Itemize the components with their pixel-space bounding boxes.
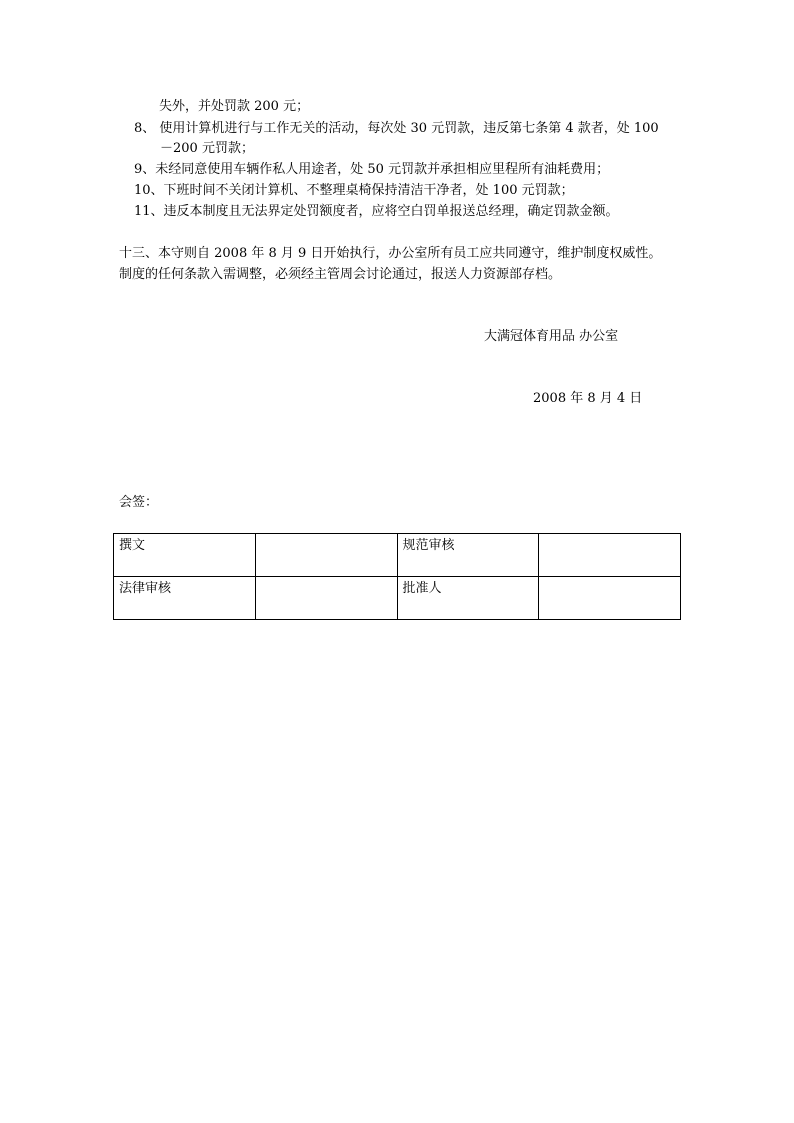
table-row (114, 577, 681, 620)
table-cell-legal-review-label: 法律审核 (114, 577, 256, 620)
clause-8-line-1: 8、 使用计算机进行与工作无关的活动，每次处 30 元罚款，违反第七条第 4 款者，处 100 (134, 121, 659, 136)
table-cell-approver-value[interactable] (539, 577, 681, 620)
table-cell-standards-review-value[interactable] (539, 534, 681, 577)
clause-9: 9、未经同意使用车辆作私人用途者，处 50 元罚款并承担相应里程所有油耗费用； (134, 162, 610, 177)
countersign-table (113, 533, 681, 620)
clause-11: 11、违反本制度且无法界定处罚额度者，应将空白罚单报送总经理，确定罚款金额。 (134, 204, 619, 219)
table-row (114, 534, 681, 577)
section-13-line-1: 十三、本守则自 2008 年 8 月 9 日开始执行，办公室所有员工应共同遵守，维护制度权威性。 (119, 246, 662, 261)
clause-8-line-2: －200 元罚款； (160, 141, 254, 156)
table-cell-drafter-value[interactable] (255, 534, 397, 577)
table-cell-drafter-label: 撰文 (114, 534, 256, 577)
countersign-label: 会签： (119, 495, 159, 510)
clause-10: 10、下班时间不关闭计算机、不整理桌椅保持清洁干净者，处 100 元罚款； (134, 183, 574, 198)
table-cell-standards-review-label: 规范审核 (397, 534, 539, 577)
table-cell-approver-label: 批准人 (397, 577, 539, 620)
table-cell-legal-review-value[interactable] (255, 577, 397, 620)
signature-date: 2008 年 8 月 4 日 (533, 391, 643, 406)
section-13-line-2: 制度的任何条款入需调整，必须经主管周会讨论通过，报送人力资源部存档。 (119, 267, 562, 282)
clause-7-continuation: 失外，并处罚款 200 元； (159, 99, 310, 114)
signature-organization: 大满冠体育用品 办公室 (484, 329, 619, 344)
